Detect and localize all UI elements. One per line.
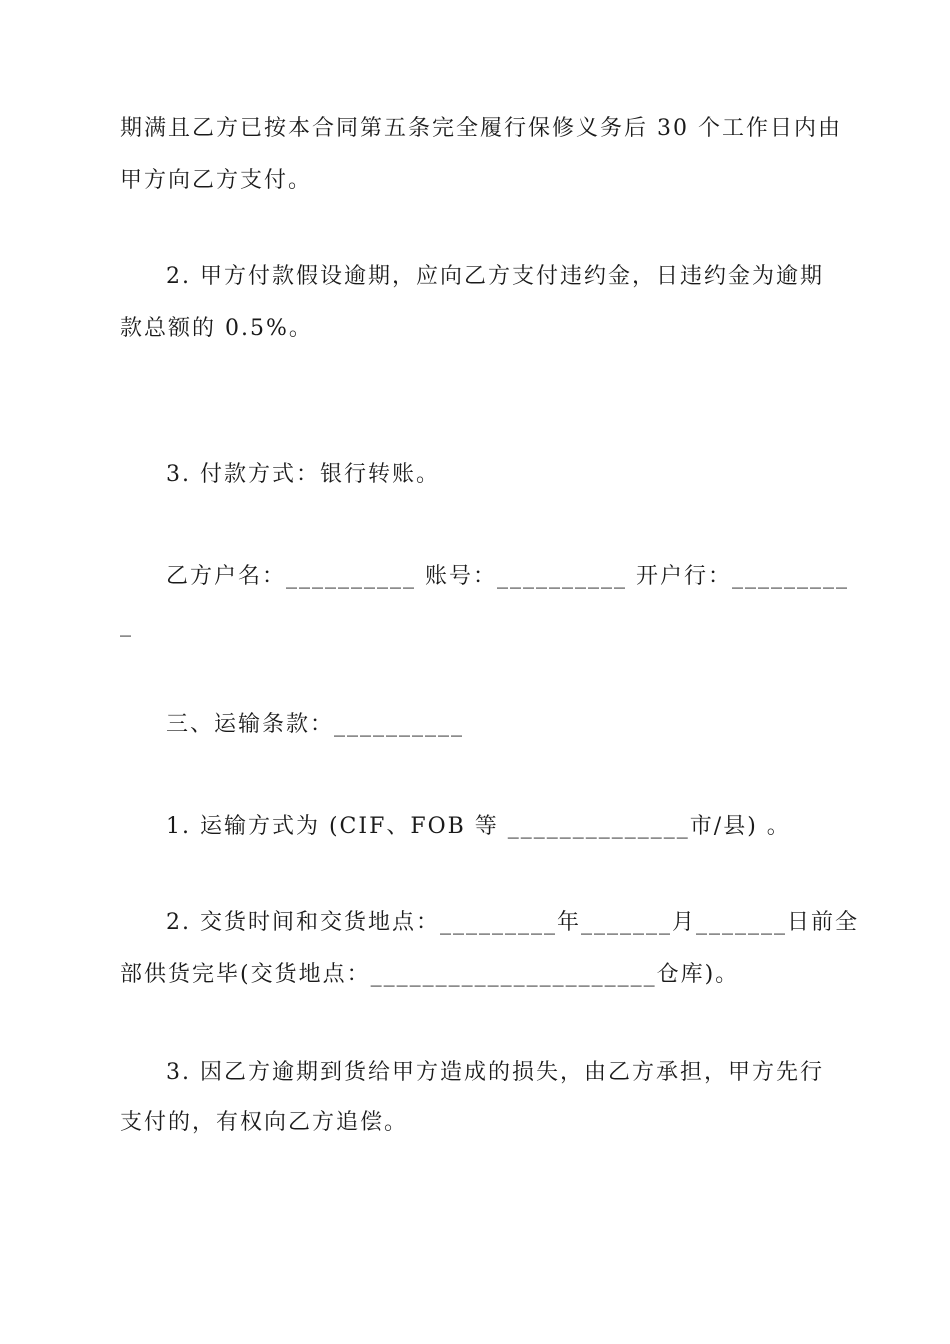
transport-clause-2-line-1: 2. 交货时间和交货地点：_________年_______月_______日前全 (166, 910, 859, 935)
clause-3-payment-method: 3. 付款方式：银行转账。 (166, 462, 440, 487)
transport-clause-3-line-1: 3. 因乙方逾期到货给甲方造成的损失，由乙方承担，甲方先行 (166, 1060, 824, 1085)
section-3-heading: 三、运输条款：__________ (166, 712, 465, 737)
paragraph-line-2: 甲方向乙方支付。 (120, 168, 313, 193)
clause-2-line-2: 款总额的 0.5%。 (120, 316, 313, 341)
account-info-continuation: _ (120, 612, 133, 637)
paragraph-line-1: 期满且乙方已按本合同第五条完全履行保修义务后 30 个工作日内由 (120, 116, 842, 141)
transport-clause-3-line-2: 支付的，有权向乙方追偿。 (120, 1110, 409, 1135)
transport-clause-1: 1. 运输方式为 (CIF、FOB 等 ______________市/县) 。 (166, 814, 791, 839)
clause-2-line-1: 2. 甲方付款假设逾期，应向乙方支付违约金，日违约金为逾期 (166, 264, 824, 289)
transport-clause-2-line-2: 部供货完毕(交货地点：______________________仓库)。 (120, 962, 740, 987)
account-info-line: 乙方户名：__________ 账号：__________ 开户行：_________ (166, 564, 849, 589)
